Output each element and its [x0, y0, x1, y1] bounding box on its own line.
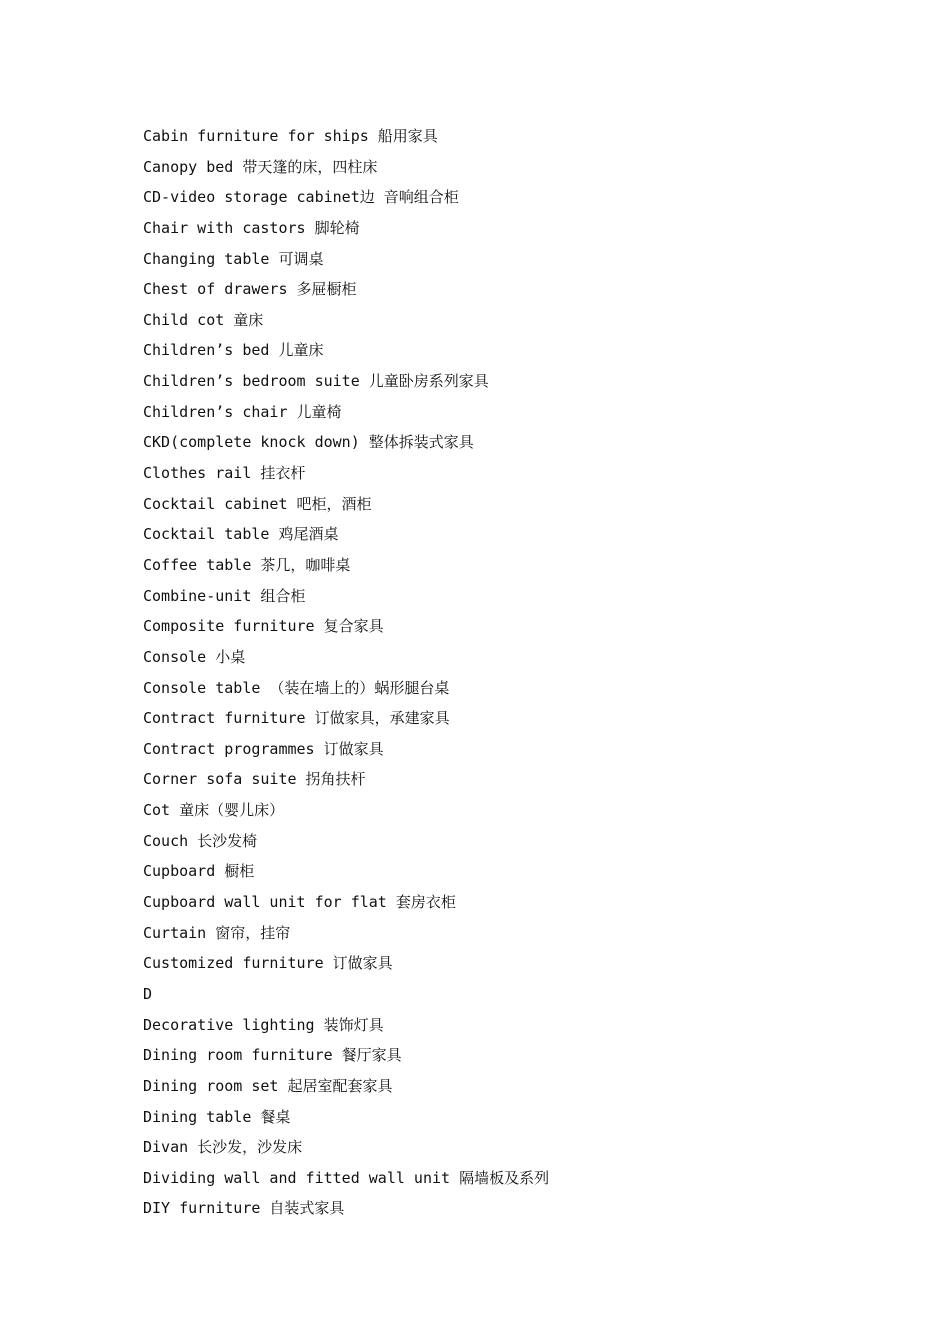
glossary-entry: Chest of drawers 多屉橱柜 [143, 280, 357, 299]
glossary-entry: Contract furniture 订做家具，承建家具 [143, 709, 450, 728]
glossary-entry: CKD(complete knock down) 整体拆装式家具 [143, 433, 474, 452]
glossary-entry: Couch 长沙发椅 [143, 831, 258, 850]
glossary-entry: Cot 童床（婴儿床） [143, 801, 285, 820]
glossary-entry: Corner sofa suite 拐角扶杆 [143, 770, 366, 789]
glossary-entry: Children’s bed 儿童床 [143, 341, 324, 360]
glossary-entry: Divan 长沙发，沙发床 [143, 1138, 303, 1157]
glossary-entry: Console 小桌 [143, 647, 246, 666]
glossary-entry: Combine-unit 组合柜 [143, 586, 306, 605]
glossary-entry: Clothes rail 挂衣杆 [143, 464, 306, 483]
glossary-entry: Cabin furniture for ships 船用家具 [143, 127, 438, 145]
glossary-entry: Dining room set 起居室配套家具 [143, 1076, 393, 1095]
glossary-entry: CD-video storage cabinet边 音响组合柜 [143, 188, 459, 207]
glossary-entry: Decorative lighting 装饰灯具 [143, 1015, 384, 1034]
glossary-entry: Cocktail cabinet 吧柜，酒柜 [143, 494, 372, 513]
glossary-entry: Cupboard wall unit for flat 套房衣柜 [143, 893, 456, 912]
glossary-entry: Chair with castors 脚轮椅 [143, 218, 360, 237]
glossary-entry: Child cot 童床 [143, 310, 264, 329]
glossary-entry: Dividing wall and fitted wall unit 隔墙板及系列 [143, 1168, 550, 1187]
glossary-entry: Console table （装在墙上的）蜗形腿台桌 [143, 678, 450, 697]
glossary-entry: Children’s chair 儿童椅 [143, 402, 342, 421]
glossary-entry: Cupboard 橱柜 [143, 862, 255, 881]
glossary-entry: Children’s bedroom suite 儿童卧房系列家具 [143, 372, 489, 391]
glossary-entry: Customized furniture 订做家具 [143, 954, 393, 973]
section-letter-heading: D [143, 984, 153, 1003]
glossary-entry: Cocktail table 鸡尾酒桌 [143, 525, 339, 544]
glossary-entry: Coffee table 茶几，咖啡桌 [143, 555, 351, 574]
glossary-entry: Dining table 餐桌 [143, 1107, 291, 1126]
glossary-entry: Contract programmes 订做家具 [143, 739, 384, 758]
glossary-entry: Dining room furniture 餐厅家具 [143, 1046, 402, 1065]
glossary-entry: Curtain 窗帘，挂帘 [143, 923, 291, 942]
glossary-entry: DIY furniture 自装式家具 [143, 1199, 345, 1218]
glossary-list [143, 121, 549, 1224]
glossary-entry: Changing table 可调桌 [143, 249, 324, 268]
glossary-entry: Canopy bed 带天篷的床，四柱床 [143, 157, 378, 176]
glossary-entry: Composite furniture 复合家具 [143, 617, 384, 636]
